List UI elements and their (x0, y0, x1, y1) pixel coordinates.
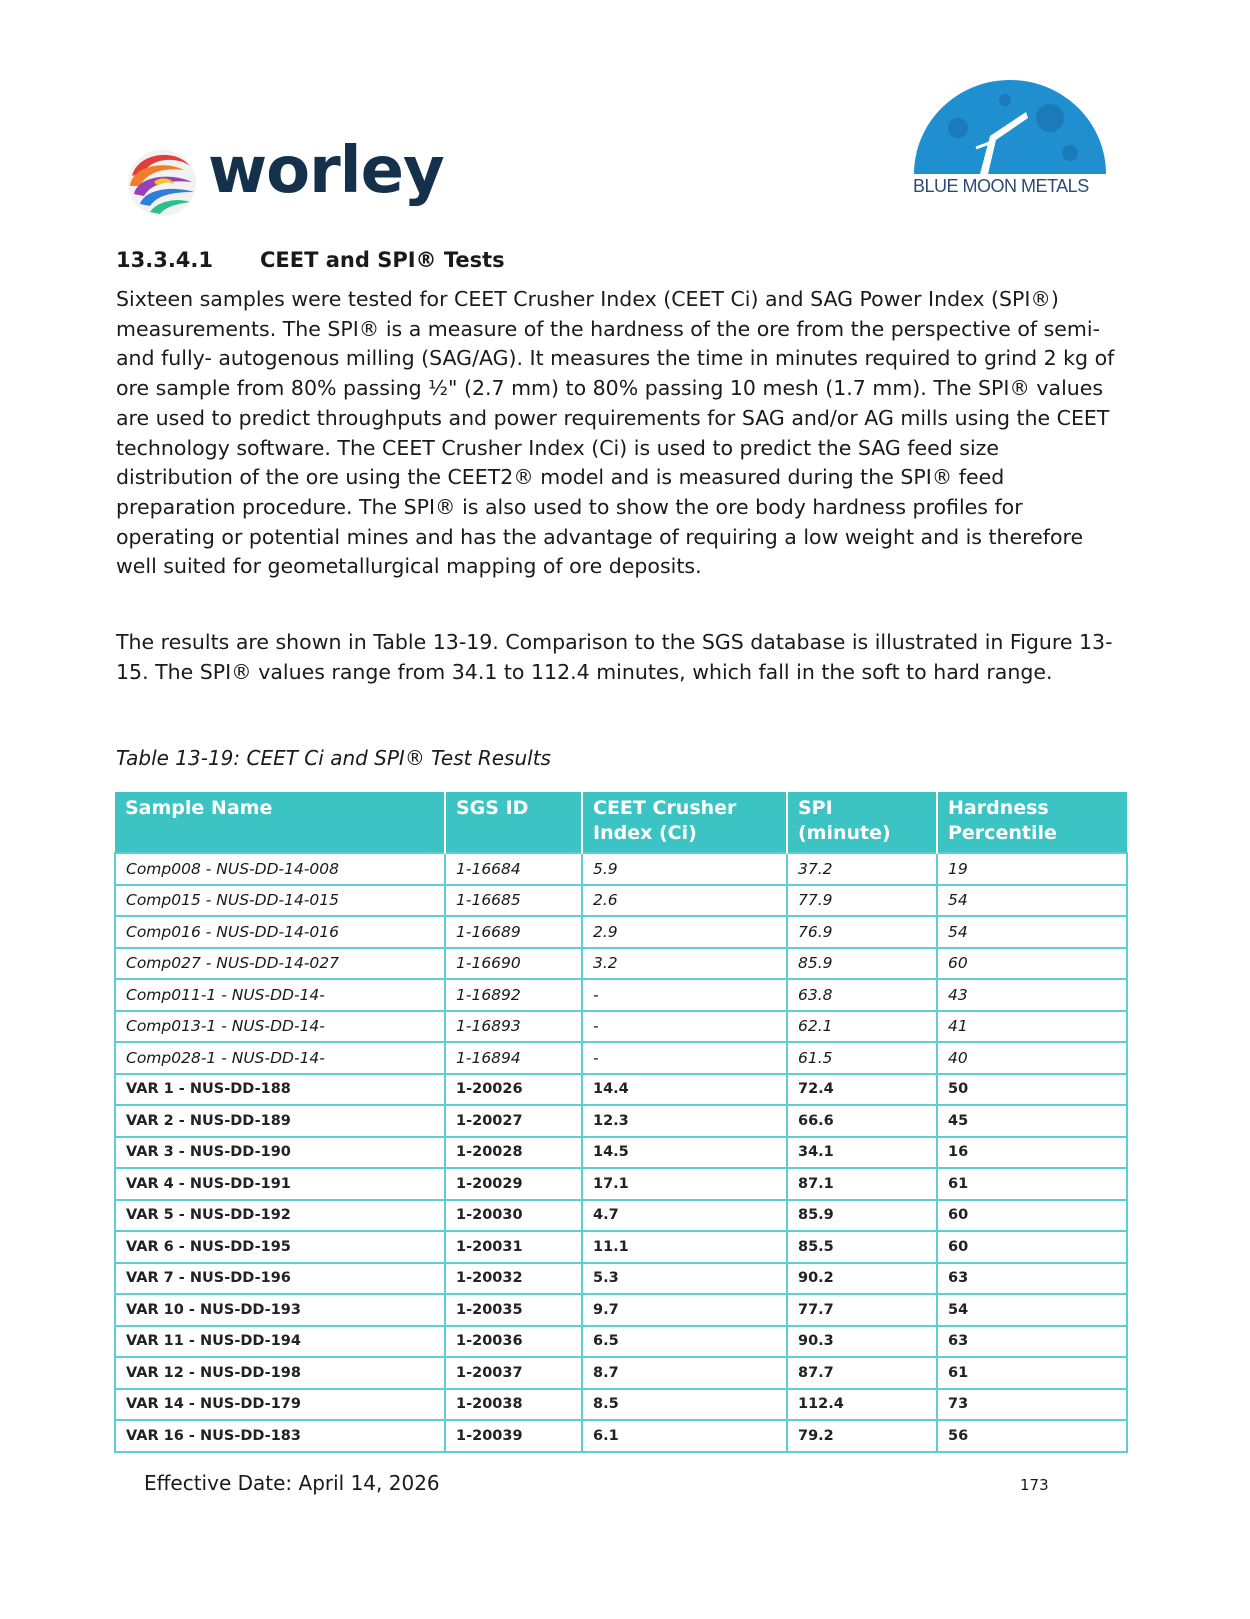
cell-sample-name: VAR 1 - NUS-DD-188 (115, 1074, 445, 1106)
cell-ceet-ci: 5.9 (582, 853, 787, 885)
cell-sample-name: VAR 12 - NUS-DD-198 (115, 1357, 445, 1389)
cell-spi: 90.2 (787, 1263, 937, 1295)
cell-sgs-id: 1-16893 (445, 1011, 582, 1043)
cell-ceet-ci: 6.5 (582, 1326, 787, 1358)
cell-spi: 63.8 (787, 979, 937, 1011)
cell-sgs-id: 1-16685 (445, 885, 582, 917)
table-row (115, 1389, 1127, 1421)
cell-spi: 79.2 (787, 1420, 937, 1452)
table-row (115, 1137, 1127, 1169)
header-sample-name: Sample Name (115, 792, 445, 853)
header-sgs-id: SGS ID (445, 792, 582, 853)
footer-page-number: 173 (1020, 1476, 1049, 1494)
cell-ceet-ci: 3.2 (582, 948, 787, 980)
section-title: CEET and SPI® Tests (260, 248, 505, 272)
cell-sample-name: Comp008 - NUS-DD-14-008 (115, 853, 445, 885)
cell-ceet-ci: 4.7 (582, 1200, 787, 1232)
cell-sample-name: Comp011-1 - NUS-DD-14- (115, 979, 445, 1011)
worley-logo (124, 134, 444, 220)
cell-hardness-percentile: 50 (937, 1074, 1127, 1106)
table-header-row (115, 792, 1127, 853)
table-row (115, 1074, 1127, 1106)
cell-hardness-percentile: 60 (937, 1231, 1127, 1263)
cell-sample-name: Comp015 - NUS-DD-14-015 (115, 885, 445, 917)
cell-hardness-percentile: 63 (937, 1326, 1127, 1358)
cell-spi: 37.2 (787, 853, 937, 885)
cell-sgs-id: 1-16684 (445, 853, 582, 885)
cell-sgs-id: 1-16892 (445, 979, 582, 1011)
cell-sample-name: VAR 6 - NUS-DD-195 (115, 1231, 445, 1263)
paragraph-intro: Sixteen samples were tested for CEET Crusher Index (CEET Ci) and SAG Power Index (SPI®) measurements. The SPI® is a measure of the hardness of the ore from the perspective of semi- and fully- autogenous milling (SAG/AG). It measures the time in minutes required to grind 2 kg of ore sample from 80% passing ½" (2.7 mm) to 80% passing 10 mesh (1.7 mm). The SPI® values are used to predict throughputs and power requirements for SAG and/or AG mills using the CEET technology software. The CEET Crusher Index (Ci) is used to predict the SAG feed size distribution of the ore using the CEET2® model and is measured during the SPI® feed preparation procedure. The SPI® is also used to show the ore body hardness profiles for operating or potential mines and has the advantage of requiring a low weight and is therefore well suited for geometallurgical mapping of ore deposits. (116, 287, 1115, 579)
cell-sgs-id: 1-20027 (445, 1105, 582, 1137)
cell-spi: 87.1 (787, 1168, 937, 1200)
paragraph-results: The results are shown in Table 13-19. Comparison to the SGS database is illustrated in Figure 13-15. The SPI® values range from 34.1 to 112.4 minutes, which fall in the soft to hard range. (116, 630, 1113, 684)
cell-hardness-percentile: 19 (937, 853, 1127, 885)
cell-sgs-id: 1-20030 (445, 1200, 582, 1232)
table-row (115, 1294, 1127, 1326)
cell-sample-name: VAR 4 - NUS-DD-191 (115, 1168, 445, 1200)
cell-sgs-id: 1-16690 (445, 948, 582, 980)
section-number: 13.3.4.1 (116, 248, 213, 272)
table-row (115, 1231, 1127, 1263)
cell-ceet-ci: 2.6 (582, 885, 787, 917)
header-hardness-percentile: Hardness Percentile (937, 792, 1127, 853)
blue-moon-wordmark: BLUE MOON METALS (913, 176, 1089, 196)
blue-moon-icon (910, 78, 1110, 178)
cell-hardness-percentile: 73 (937, 1389, 1127, 1421)
cell-ceet-ci: - (582, 979, 787, 1011)
cell-hardness-percentile: 60 (937, 948, 1127, 980)
table-row (115, 948, 1127, 980)
table-row (115, 1420, 1127, 1452)
cell-spi: 77.7 (787, 1294, 937, 1326)
worley-swirl-icon (124, 146, 200, 220)
cell-hardness-percentile: 16 (937, 1137, 1127, 1169)
cell-hardness-percentile: 54 (937, 1294, 1127, 1326)
cell-sgs-id: 1-20036 (445, 1326, 582, 1358)
cell-spi: 87.7 (787, 1357, 937, 1389)
cell-ceet-ci: 14.4 (582, 1074, 787, 1106)
table-row (115, 1011, 1127, 1043)
cell-ceet-ci: 6.1 (582, 1420, 787, 1452)
cell-ceet-ci: 11.1 (582, 1231, 787, 1263)
cell-spi: 72.4 (787, 1074, 937, 1106)
cell-ceet-ci: 8.7 (582, 1357, 787, 1389)
cell-spi: 112.4 (787, 1389, 937, 1421)
cell-sgs-id: 1-20032 (445, 1263, 582, 1295)
cell-ceet-ci: 8.5 (582, 1389, 787, 1421)
cell-ceet-ci: - (582, 1042, 787, 1074)
cell-hardness-percentile: 61 (937, 1357, 1127, 1389)
cell-ceet-ci: 5.3 (582, 1263, 787, 1295)
footer-effective-date: Effective Date: April 14, 2026 (144, 1471, 440, 1495)
cell-sample-name: Comp027 - NUS-DD-14-027 (115, 948, 445, 980)
cell-sgs-id: 1-20039 (445, 1420, 582, 1452)
table-row (115, 1105, 1127, 1137)
cell-spi: 85.5 (787, 1231, 937, 1263)
cell-ceet-ci: 2.9 (582, 916, 787, 948)
cell-hardness-percentile: 60 (937, 1200, 1127, 1232)
table-row (115, 1168, 1127, 1200)
cell-sample-name: VAR 3 - NUS-DD-190 (115, 1137, 445, 1169)
blue-moon-logo (910, 78, 1110, 203)
cell-spi: 85.9 (787, 948, 937, 980)
table-row (115, 979, 1127, 1011)
cell-spi: 61.5 (787, 1042, 937, 1074)
cell-sgs-id: 1-20029 (445, 1168, 582, 1200)
cell-ceet-ci: 12.3 (582, 1105, 787, 1137)
cell-spi: 76.9 (787, 916, 937, 948)
table-row (115, 1200, 1127, 1232)
cell-sample-name: VAR 11 - NUS-DD-194 (115, 1326, 445, 1358)
results-table (114, 792, 1128, 1453)
section-heading (116, 248, 505, 272)
cell-sample-name: VAR 14 - NUS-DD-179 (115, 1389, 445, 1421)
cell-sample-name: Comp028-1 - NUS-DD-14- (115, 1042, 445, 1074)
cell-hardness-percentile: 56 (937, 1420, 1127, 1452)
header-spi: SPI (minute) (787, 792, 937, 853)
cell-ceet-ci: 14.5 (582, 1137, 787, 1169)
cell-spi: 90.3 (787, 1326, 937, 1358)
cell-sample-name: Comp016 - NUS-DD-14-016 (115, 916, 445, 948)
cell-sgs-id: 1-16894 (445, 1042, 582, 1074)
cell-hardness-percentile: 61 (937, 1168, 1127, 1200)
table-row (115, 1326, 1127, 1358)
cell-spi: 34.1 (787, 1137, 937, 1169)
cell-sample-name: VAR 10 - NUS-DD-193 (115, 1294, 445, 1326)
cell-sgs-id: 1-20031 (445, 1231, 582, 1263)
table-row (115, 885, 1127, 917)
table-row (115, 1042, 1127, 1074)
header-ceet-ci: CEET Crusher Index (Ci) (582, 792, 787, 853)
cell-sgs-id: 1-20028 (445, 1137, 582, 1169)
worley-wordmark: worley (208, 134, 444, 208)
cell-ceet-ci: 17.1 (582, 1168, 787, 1200)
cell-sample-name: VAR 2 - NUS-DD-189 (115, 1105, 445, 1137)
table-row (115, 916, 1127, 948)
cell-sgs-id: 1-20035 (445, 1294, 582, 1326)
cell-sgs-id: 1-20037 (445, 1357, 582, 1389)
cell-ceet-ci: 9.7 (582, 1294, 787, 1326)
cell-sample-name: VAR 16 - NUS-DD-183 (115, 1420, 445, 1452)
cell-spi: 85.9 (787, 1200, 937, 1232)
cell-spi: 77.9 (787, 885, 937, 917)
cell-spi: 66.6 (787, 1105, 937, 1137)
cell-sample-name: VAR 7 - NUS-DD-196 (115, 1263, 445, 1295)
cell-sample-name: VAR 5 - NUS-DD-192 (115, 1200, 445, 1232)
cell-hardness-percentile: 45 (937, 1105, 1127, 1137)
cell-hardness-percentile: 63 (937, 1263, 1127, 1295)
table-row (115, 853, 1127, 885)
cell-hardness-percentile: 54 (937, 885, 1127, 917)
table-body (115, 853, 1127, 1452)
cell-ceet-ci: - (582, 1011, 787, 1043)
cell-hardness-percentile: 41 (937, 1011, 1127, 1043)
cell-sgs-id: 1-20038 (445, 1389, 582, 1421)
cell-hardness-percentile: 40 (937, 1042, 1127, 1074)
cell-sgs-id: 1-20026 (445, 1074, 582, 1106)
cell-sgs-id: 1-16689 (445, 916, 582, 948)
table-row (115, 1263, 1127, 1295)
cell-hardness-percentile: 43 (937, 979, 1127, 1011)
cell-hardness-percentile: 54 (937, 916, 1127, 948)
cell-sample-name: Comp013-1 - NUS-DD-14- (115, 1011, 445, 1043)
table-caption: Table 13-19: CEET Ci and SPI® Test Results (116, 746, 551, 770)
table-row (115, 1357, 1127, 1389)
cell-spi: 62.1 (787, 1011, 937, 1043)
